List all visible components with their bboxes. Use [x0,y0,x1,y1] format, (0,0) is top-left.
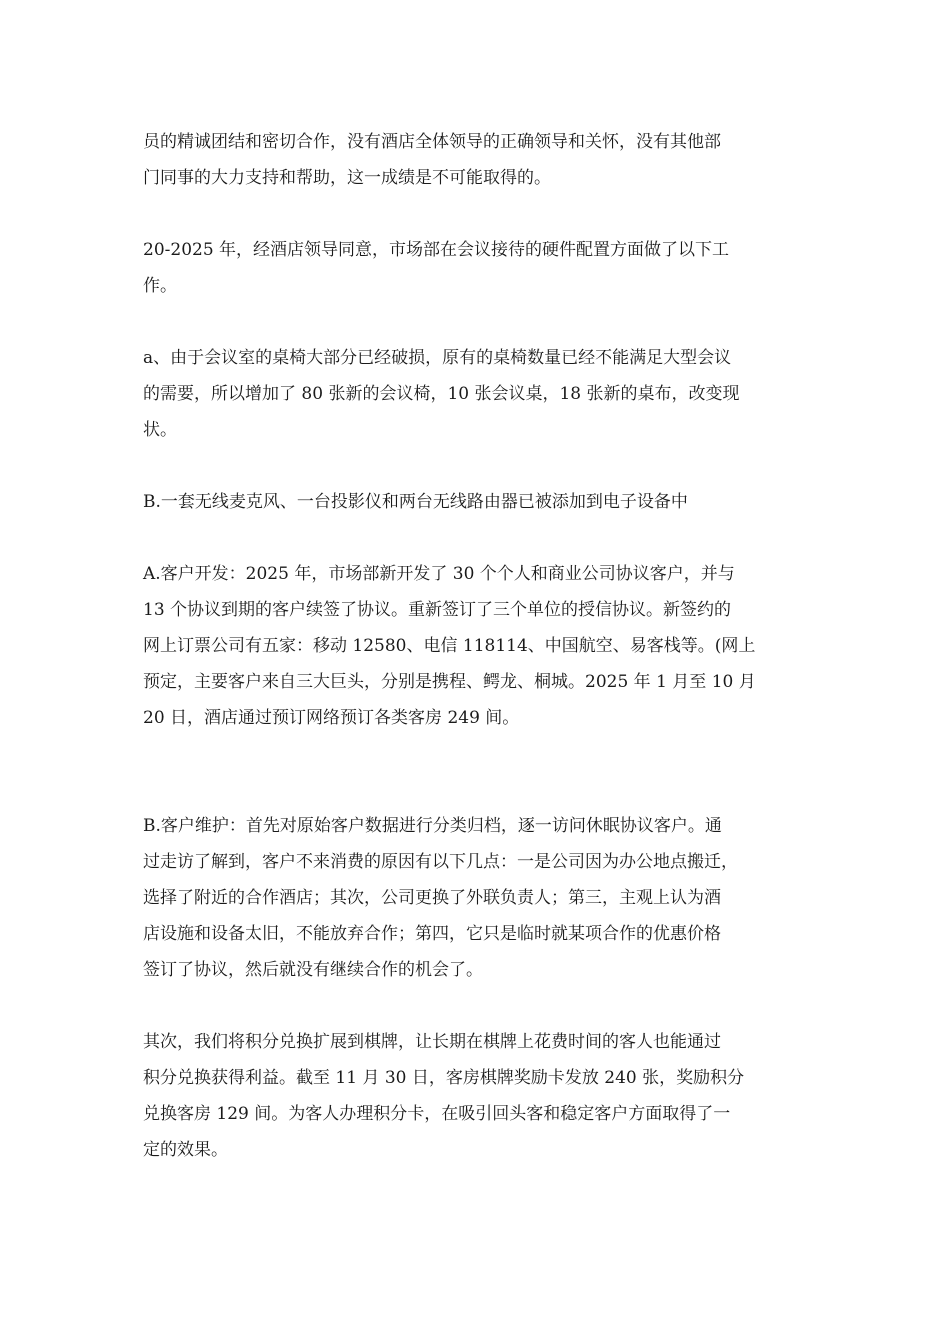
text-line: 店设施和设备太旧，不能放弃合作；第四，它只是临时就某项合作的优惠价格 [143,924,721,944]
text-line: 20 日，酒店通过预订网络预订各类客房 249 间。 [143,708,520,728]
paragraph-electronic-equipment [143,484,813,520]
text-line: 过走访了解到，客户不来消费的原因有以下几点：一是公司因为办公地点搬迁， [143,852,738,872]
text-line: 签订了协议，然后就没有继续合作的机会了。 [143,960,483,980]
text-line: 作。 [143,276,177,296]
text-line: 定的效果。 [143,1140,228,1160]
text-line: 选择了附近的合作酒店；其次，公司更换了外联负责人；第三，主观上认为酒 [143,888,721,908]
text-line: 门同事的大力支持和帮助，这一成绩是不可能取得的。 [143,168,551,188]
text-line: 兑换客房 129 间。为客人办理积分卡，在吸引回头客和稳定客户方面取得了一 [143,1104,731,1124]
text-line: B.一套无线麦克风、一台投影仪和两台无线路由器已被添加到电子设备中 [143,492,688,512]
text-line: 13 个协议到期的客户续签了协议。重新签订了三个单位的授信协议。新签约的 [143,600,732,620]
paragraph-spacer [143,736,813,808]
text-line: 预定，主要客户来自三大巨头，分别是携程、鳄龙、桐城。2025 年 1 月至 10 月 [143,672,756,692]
text-line: 积分兑换获得利益。截至 11 月 30 日，客房棋牌奖励卡发放 240 张，奖励积分 [143,1068,745,1088]
text-line: 其次，我们将积分兑换扩展到棋牌，让长期在棋牌上花费时间的客人也能通过 [143,1032,721,1052]
paragraph-teamwork [143,124,813,196]
text-line: 状。 [143,420,177,440]
text-line: a、由于会议室的桌椅大部分已经破损，原有的桌椅数量已经不能满足大型会议 [143,348,732,368]
paragraph-spacer [143,304,813,340]
paragraph-hardware-intro [143,232,813,304]
text-line: A.客户开发：2025 年，市场部新开发了 30 个个人和商业公司协议客户，并与 [143,564,735,584]
paragraph-customer-maintenance [143,808,813,988]
text-line: 20-2025 年，经酒店领导同意，市场部在会议接待的硬件配置方面做了以下工 [143,240,730,260]
paragraph-meeting-furniture [143,340,813,448]
paragraph-spacer [143,448,813,484]
paragraph-points-exchange [143,1024,813,1168]
paragraph-spacer [143,196,813,232]
document-page [143,124,813,1168]
text-line: 网上订票公司有五家：移动 12580、电信 118114、中国航空、易客栈等。(网上 [143,636,756,656]
text-line: B.客户维护：首先对原始客户数据进行分类归档，逐一访问休眠协议客户。通 [143,816,722,836]
paragraph-spacer [143,988,813,1024]
text-line: 的需要，所以增加了 80 张新的会议椅，10 张会议桌，18 张新的桌布，改变现 [143,384,740,404]
text-line: 员的精诚团结和密切合作，没有酒店全体领导的正确领导和关怀，没有其他部 [143,132,721,152]
paragraph-customer-development [143,556,813,736]
paragraph-spacer [143,520,813,556]
